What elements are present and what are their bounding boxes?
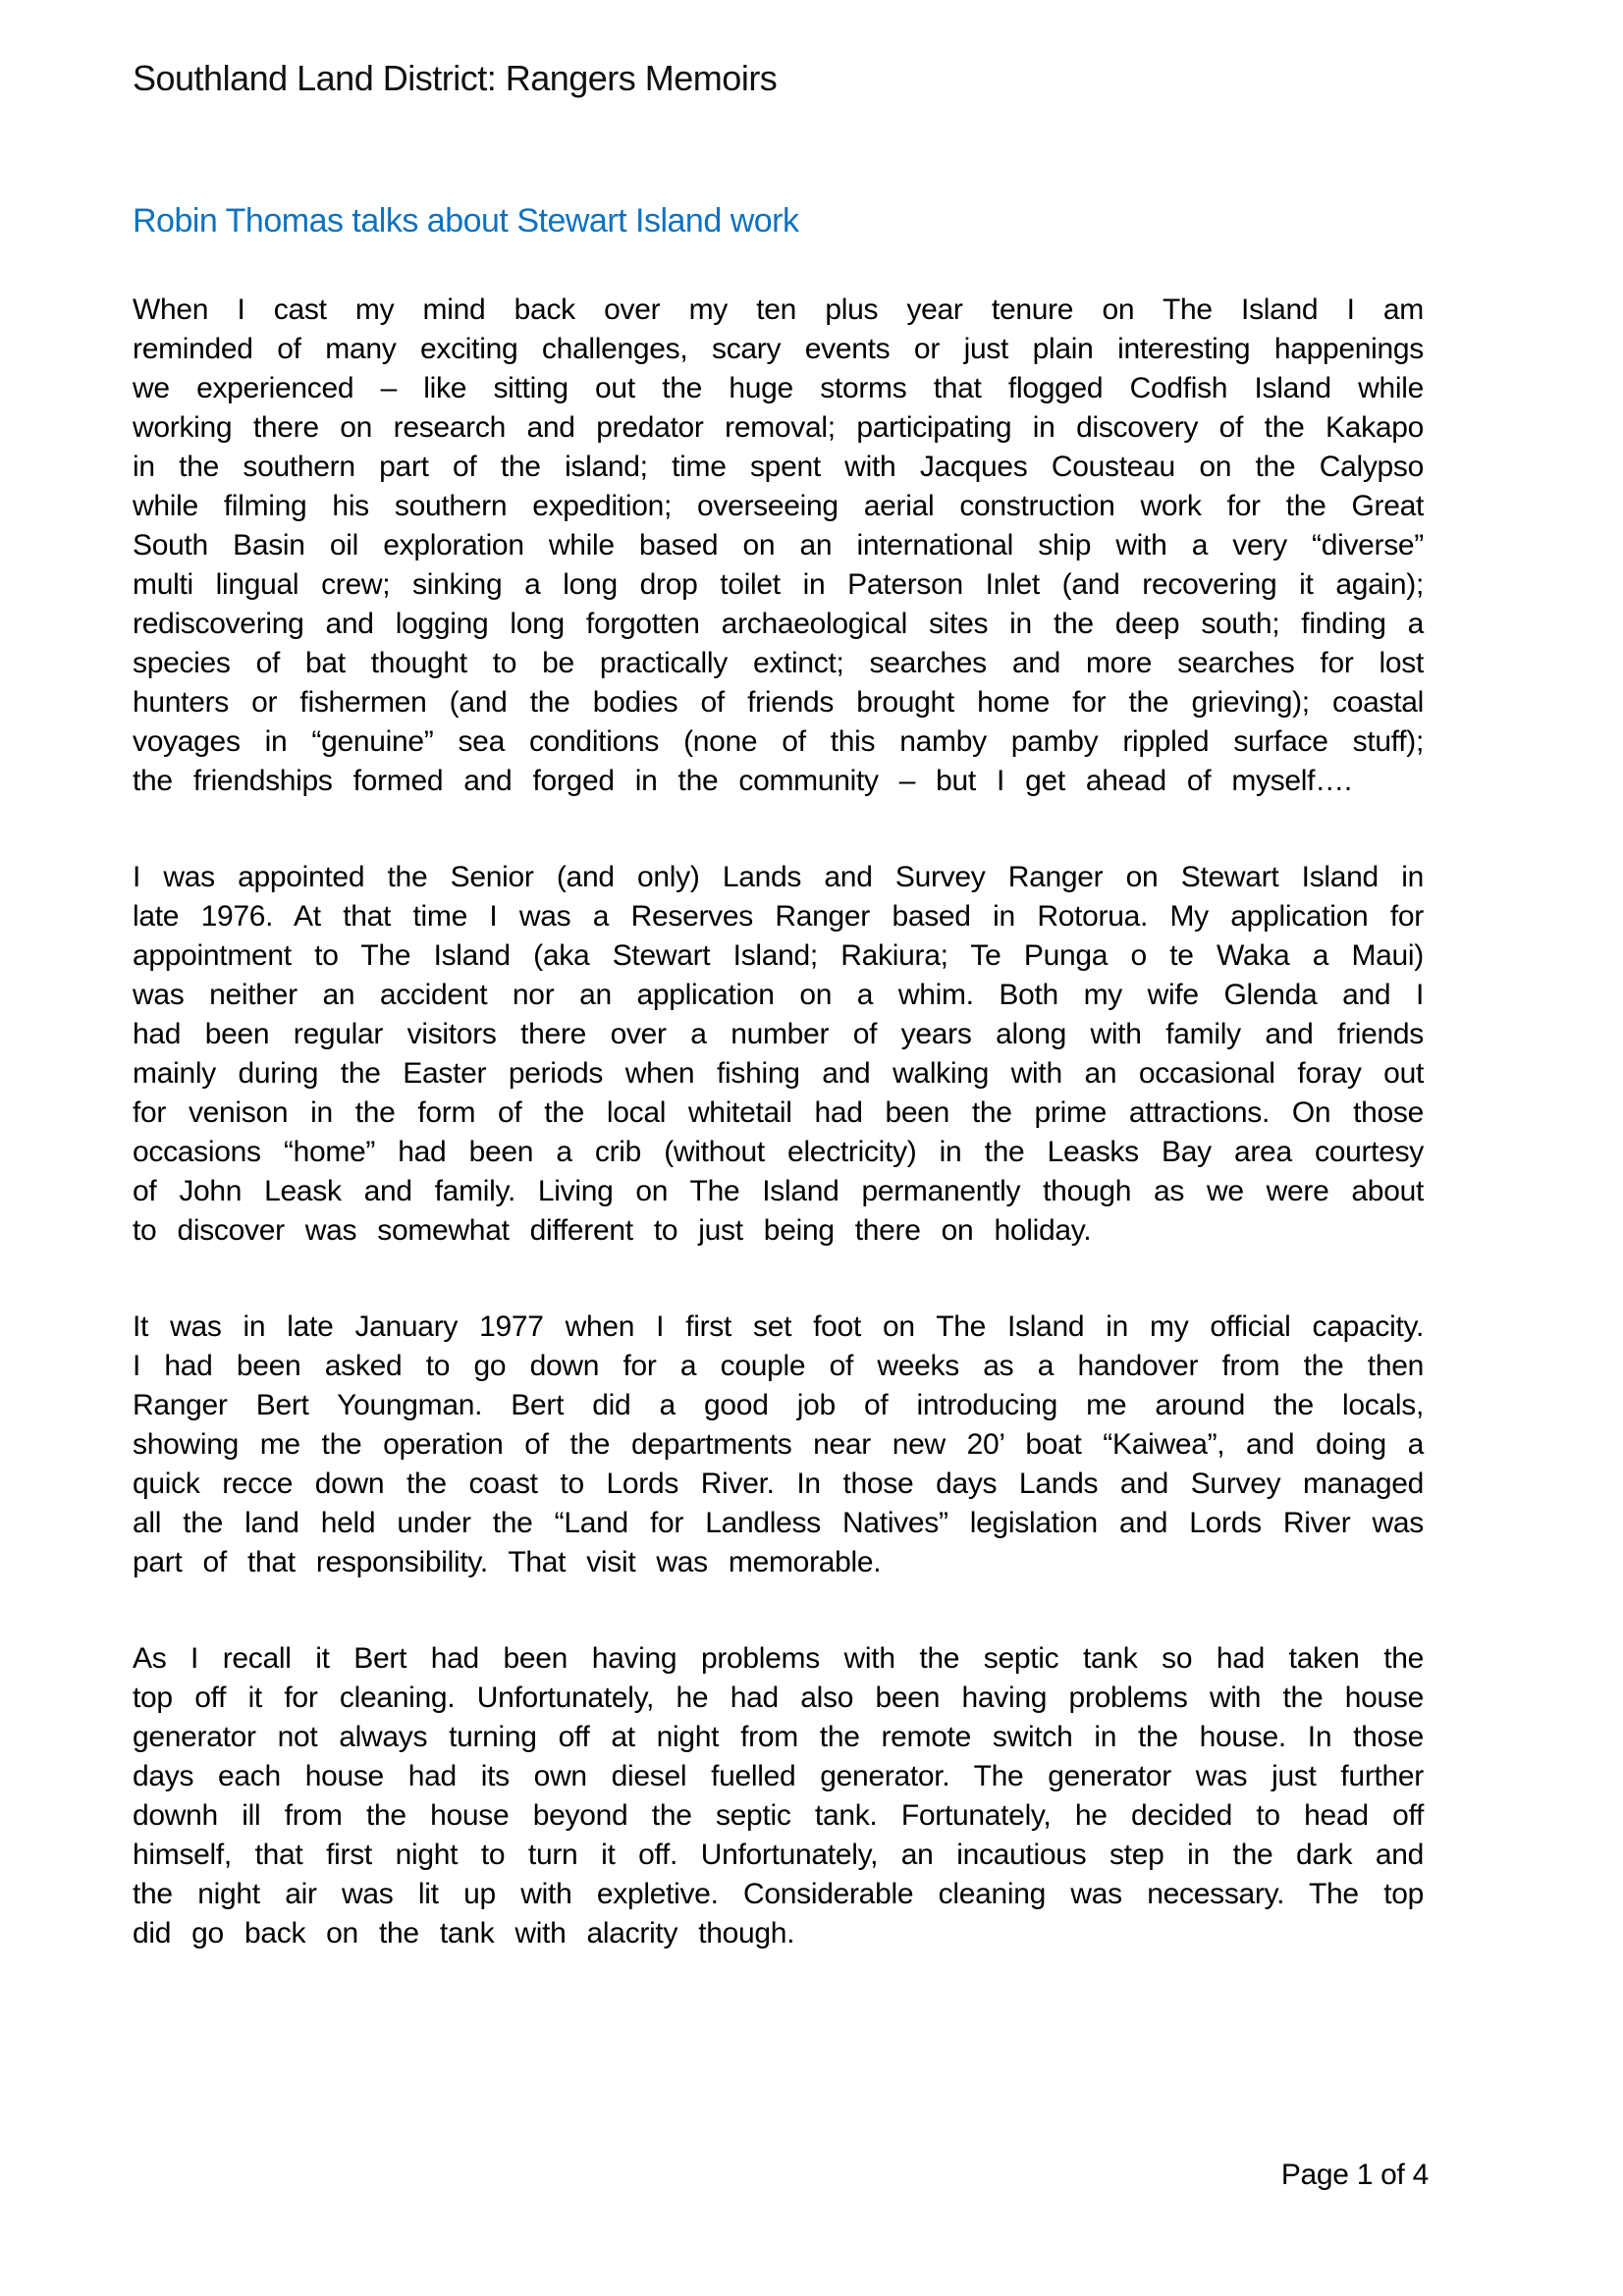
paragraph-3: It was in late January 1977 when I first set foot on The Island in my official capacity. I had been asked to go down for a couple of weeks as a handover from the then Ranger Bert Youngman. Bert did a good job of introducing me around the locals, showing me the operation of the departments near new 20’ boat “Kaiwea”, and doing a quick recce down the coast to Lords River. In those days Lands and Survey managed all the land held under the “Land for Landless Natives” legislation and Lords River was part of that responsibility. That visit was memorable. [133,1309,1424,1578]
article-body [133,291,1424,1953]
document-title: Southland Land District: Rangers Memoirs [133,58,778,98]
document-content [133,57,1424,2010]
paragraph-2: I was appointed the Senior (and only) Lands and Survey Ranger on Stewart Island in late 1976. At that time I was a Reserves Ranger based in Rotorua. My application for appointment to The Island (aka Stewart Island; Rakiura; Te Punga o te Waka a Maui) was neither an accident nor an application on a whim. Both my wife Glenda and I had been regular visitors there over a number of years along with family and friends mainly during the Easter periods when fishing and walking with an occasional foray out for venison in the form of the local whitetail had been the prime attractions. On those occasions “home” had been a crib (without electricity) in the Leasks Bay area courtesy of John Leask and family. Living on The Island permanently though as we were about to discover was somewhat different to just being there on holiday. [133,860,1424,1247]
paragraph-1: When I cast my mind back over my ten plus year tenure on The Island I am reminded of many exciting challenges, scary events or just plain interesting happenings we experienced – like sitting out the huge storms that flogged Codfish Island while working there on research and predator removal; participating in discovery of the Kakapo in the southern part of the island; time spent with Jacques Cousteau on the Calypso while filming his southern expedition; overseeing aerial construction work for the Great South Basin oil exploration while based on an international ship with a very “diverse” multi lingual crew; sinking a long drop toilet in Paterson Inlet (and recovering it again); rediscovering and logging long forgotten archaeological sites in the deep south; finding a species of bat thought to be practically extinct; searches and more searches for lost hunters or fishermen (and the bodies of friends brought home for the grieving); coastal voyages in “genuine” sea conditions (none of this namby pamby rippled surface stuff); the friendships formed and forged in the community – but I get ahead of myself…. [133,293,1424,797]
page-number: Page 1 of 4 [1280,2159,1429,2191]
paragraph-4: As I recall it Bert had been having problems with the septic tank so had taken the top off it for cleaning. Unfortunately, he had also been having problems with the house generator not always turning off at night from the remote switch in the house. In those days each house had its own diesel fuelled generator. The generator was just further downh ill from the house beyond the septic tank. Fortunately, he decided to head off himself, that first night to turn it off. Unfortunately, an incautious step in the dark and the night air was lit up with expletive. Considerable cleaning was necessary. The top did go back on the tank with alacrity though. [133,1641,1424,1949]
section-heading: Robin Thomas talks about Stewart Island work [133,202,799,240]
